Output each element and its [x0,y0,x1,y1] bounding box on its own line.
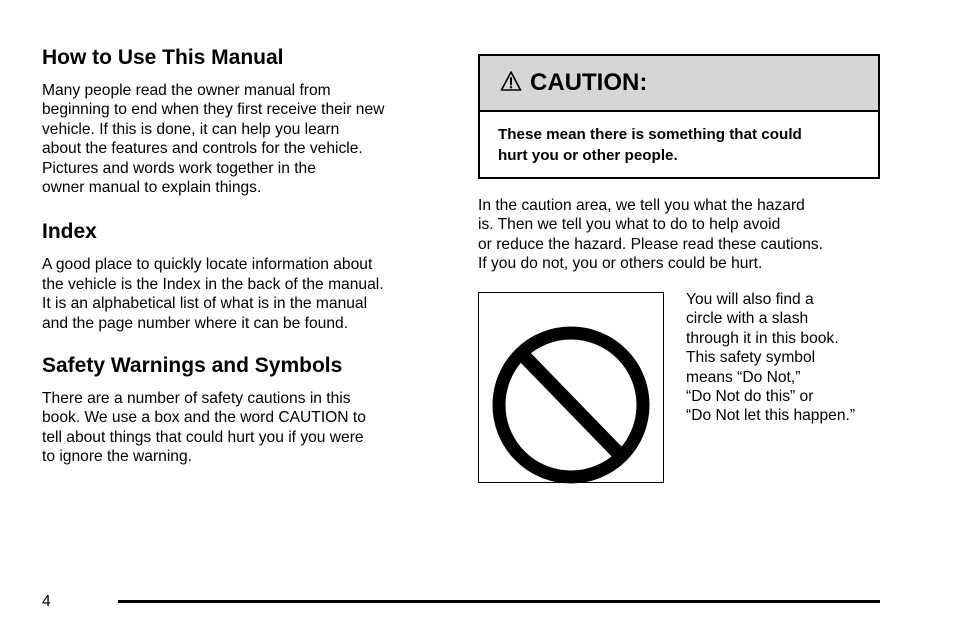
do-not-symbol-icon [488,322,654,488]
right-column [478,54,880,425]
caution-header [480,56,878,112]
section-safety-warnings [42,352,447,467]
section-body: There are a number of safety cautions in this book. We use a box and the word CAUTION to tell about things that could hurt you if you were to ignore the warning. [42,390,366,466]
section-heading: Safety Warnings and Symbols [42,354,343,378]
caution-explanation: In the caution area, we tell you what the hazard is. Then we tell you what to do to help avoid or reduce the hazard. Please read these cautions. If you do not, you or others could be hurt. [478,197,824,273]
page-number: 4 [42,593,51,610]
caution-text: These mean there is something that could hurt you or other people. [498,126,802,164]
warning-triangle-icon [500,70,522,97]
section-heading: Index [42,220,97,244]
section-body: Many people read the owner manual from beginning to end when they first receive their new vehicle. If this is done, it can help you learn about the features and controls for the vehicle. Pictures and words work together in the owner manual to explain things. [42,82,385,197]
symbol-box [478,292,664,483]
caution-title: CAUTION: [530,69,648,96]
section-index [42,218,447,333]
footer-rule [118,600,880,603]
section-heading: How to Use This Manual [42,46,284,69]
symbol-description: You will also find a circle with a slash through it in this book. This safety symbol means “Do Not,” “Do Not do this” or “Do Not let this happen.” [686,291,856,425]
section-body: A good place to quickly locate information about the vehicle is the Index in the back of the manual. It is an alphabetical list of what is in the manual and the page number where it can be found. [42,256,384,332]
left-column [42,44,447,467]
section-how-to-use [42,44,447,197]
caution-box [478,54,880,179]
